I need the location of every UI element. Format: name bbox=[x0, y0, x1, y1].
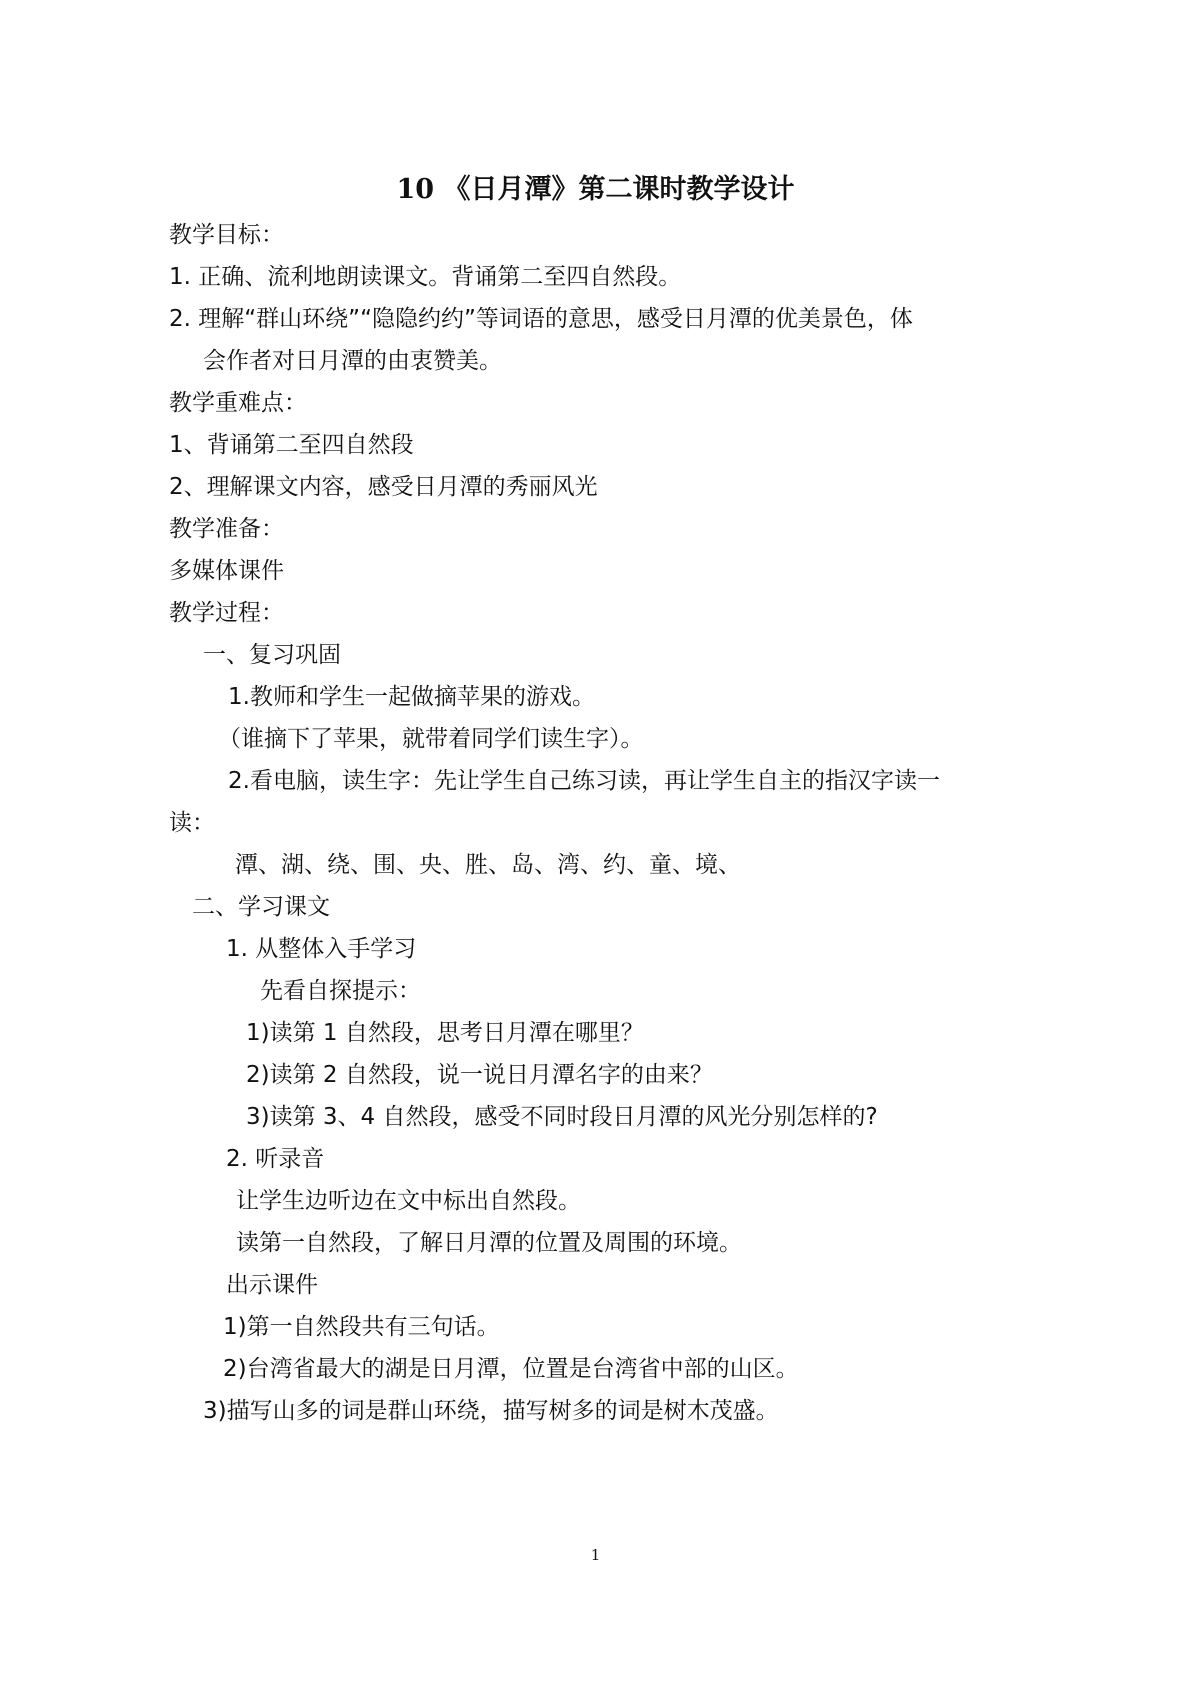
hint-item-3: 3)读第 3、4 自然段，感受不同时段日月潭的风光分别怎样的? bbox=[246, 1104, 878, 1130]
key-point-2: 2、理解课文内容，感受日月潭的秀丽风光 bbox=[169, 474, 598, 500]
courseware-item-1: 1)第一自然段共有三句话。 bbox=[223, 1314, 500, 1340]
section-1-heading: 一、复习巩固 bbox=[203, 642, 341, 668]
courseware-item-2: 2)台湾省最大的湖是日月潭，位置是台湾省中部的山区。 bbox=[223, 1356, 799, 1382]
step-1-2-continued: 读： bbox=[169, 810, 215, 836]
goal-item-1: 1. 正确、流利地朗读课文。背诵第二至四自然段。 bbox=[169, 264, 682, 290]
step-2-2: 2. 听录音 bbox=[226, 1146, 325, 1172]
document-title: 10 《日月潭》第二课时教学设计 bbox=[396, 174, 795, 205]
courseware-item-3: 3)描写山多的词是群山环绕，描写树多的词是树木茂盛。 bbox=[203, 1398, 779, 1424]
goal-item-2-continued: 会作者对日月潭的由衷赞美。 bbox=[203, 348, 502, 374]
hint-item-1: 1)读第 1 自然段，思考日月潭在哪里？ bbox=[246, 1020, 644, 1046]
step-2-1: 1. 从整体入手学习 bbox=[226, 936, 417, 962]
listen-note-2: 读第一自然段，了解日月潭的位置及周围的环境。 bbox=[236, 1230, 742, 1256]
hint-heading: 先看自探提示： bbox=[260, 978, 421, 1004]
characters-list: 潭、湖、绕、围、央、胜、岛、湾、约、童、境、 bbox=[235, 852, 741, 878]
hint-item-2: 2)读第 2 自然段，说一说日月潭名字的由来？ bbox=[246, 1062, 713, 1088]
page-number: 1 bbox=[590, 1546, 601, 1564]
key-points-heading: 教学重难点： bbox=[169, 390, 307, 416]
section-2-heading: 二、学习课文 bbox=[192, 894, 330, 920]
listen-note-1: 让学生边听边在文中标出自然段。 bbox=[236, 1188, 581, 1214]
preparation-heading: 教学准备： bbox=[169, 516, 284, 542]
key-point-1: 1、背诵第二至四自然段 bbox=[169, 432, 414, 458]
step-1-2: 2.看电脑，读生字：先让学生自己练习读，再让学生自主的指汉字读一 bbox=[228, 768, 940, 794]
goal-item-2: 2. 理解“群山环绕”“隐隐约约”等词语的意思，感受日月潭的优美景色，体 bbox=[169, 306, 913, 332]
step-1-1: 1.教师和学生一起做摘苹果的游戏。 bbox=[228, 684, 595, 710]
preparation-text: 多媒体课件 bbox=[169, 558, 284, 584]
step-1-1-note: （谁摘下了苹果，就带着同学们读生字）。 bbox=[218, 726, 644, 752]
process-heading: 教学过程： bbox=[169, 600, 284, 626]
goals-heading: 教学目标： bbox=[169, 222, 284, 248]
courseware-heading: 出示课件 bbox=[226, 1272, 318, 1298]
